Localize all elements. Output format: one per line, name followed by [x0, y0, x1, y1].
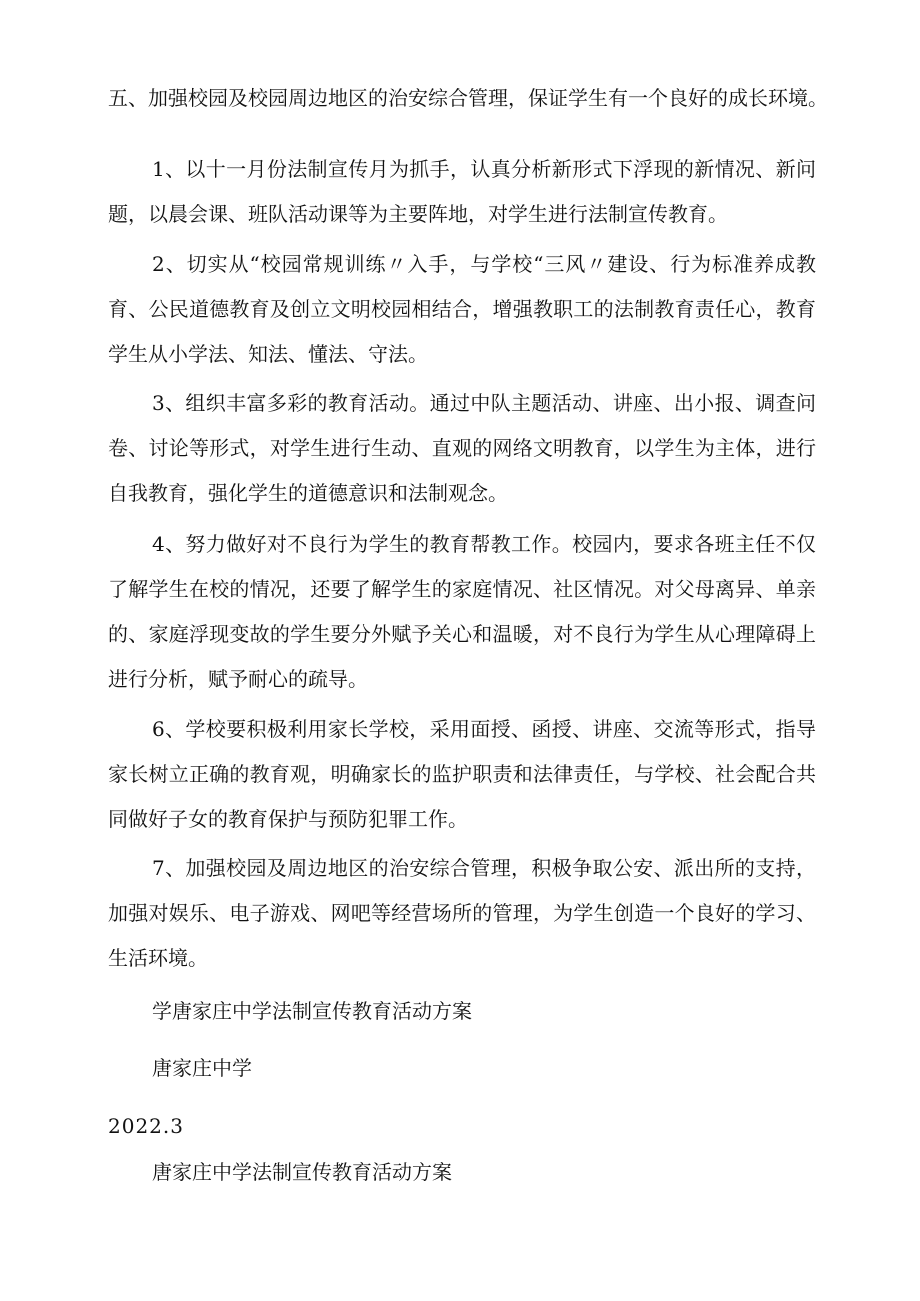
paragraph-item-1: 1、以十一月份法制宣传月为抓手，认真分析新形式下浮现的新情况、新问题，以晨会课、班队活动课等为主要阵地，对学生进行法制宣传教育。 [108, 157, 816, 226]
paragraph-item-2: 2、切实从“校园常规训练〃入手，与学校“三风〃建设、行为标准养成教育、公民道德教育及创立文明校园相结合，增强教职工的法制教育责任心，教育学生从小学法、知法、懂法、守法。 [108, 252, 816, 366]
document-date: 2022.3 [108, 1114, 184, 1138]
paragraph-item-7: 7、加强校园及周边地区的治安综合管理，积极争取公安、派出所的支持，加强对娱乐、电子游戏、网吧等经营场所的管理，为学生创造一个良好的学习、生活环境。 [108, 856, 816, 970]
document-title-repeat: 唐家庄中学法制宣传教育活动方案 [152, 1160, 452, 1184]
school-name: 唐家庄中学 [152, 1056, 252, 1080]
document-title-line: 学唐家庄中学法制宣传教育活动方案 [152, 999, 472, 1023]
paragraph-item-6: 6、学校要积极利用家长学校，采用面授、函授、讲座、交流等形式，指导家长树立正确的教育观，明确家长的监护职责和法律责任，与学校、社会配合共同做好子女的教育保护与预防犯罪工作。 [108, 717, 816, 831]
paragraph-item-4: 4、努力做好对不良行为学生的教育帮教工作。校园内，要求各班主任不仅了解学生在校的情况，还要了解学生的家庭情况、社区情况。对父母离异、单亲的、家庭浮现变故的学生要分外赋予关心和温暖，对不良行为学生从心理障碍上进行分析，赋予耐心的疏导。 [108, 532, 816, 691]
paragraph-item-3: 3、组织丰富多彩的教育活动。通过中队主题活动、讲座、出小报、调查问卷、讨论等形式，对学生进行生动、直观的网络文明教育，以学生为主体，进行自我教育，强化学生的道德意识和法制观念。 [108, 391, 816, 505]
section-heading: 五、加强校园及校园周边地区的治安综合管理，保证学生有一个良好的成长环境。 [108, 86, 828, 110]
